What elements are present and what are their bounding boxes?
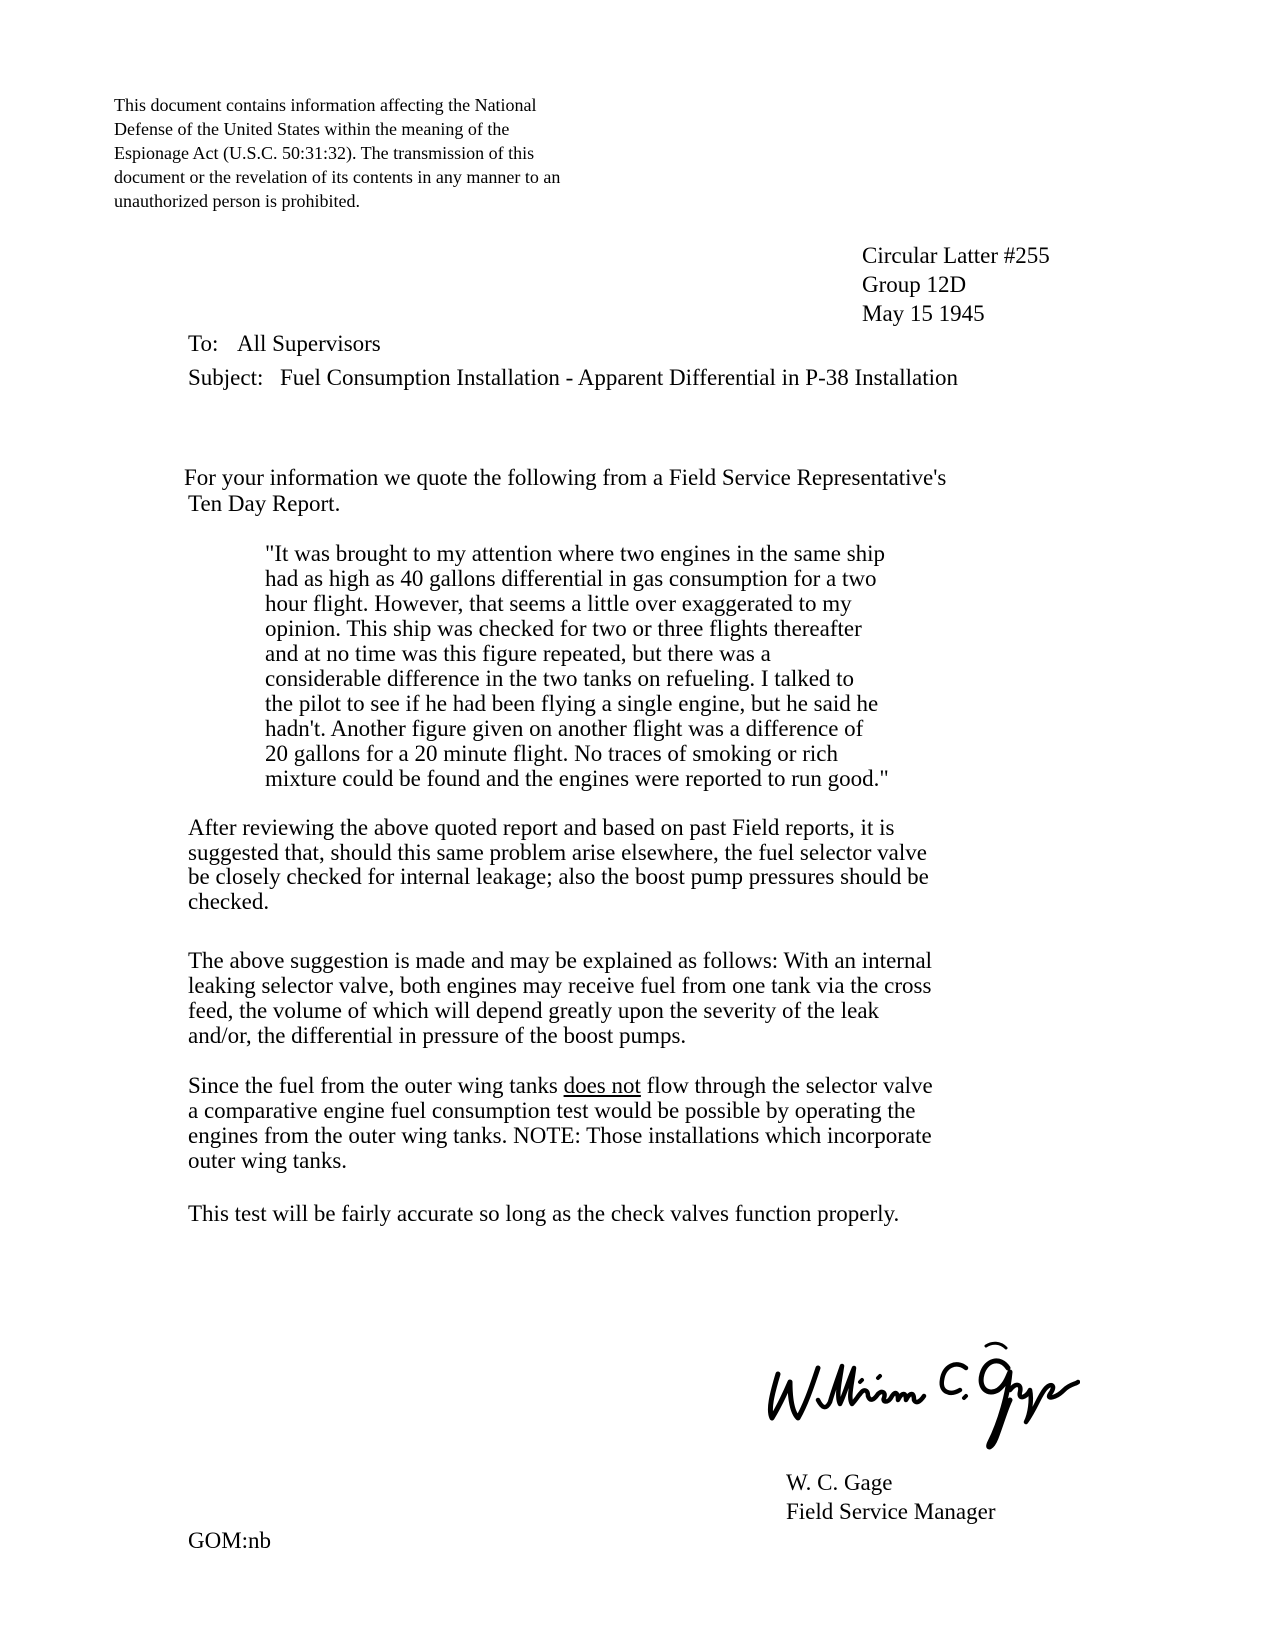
subject-value: Fuel Consumption Installation - Apparent Differential in P-38 Installation <box>280 365 958 390</box>
paragraph-line: checked. <box>188 888 270 914</box>
security-notice-line: This document contains information affecting the National <box>114 95 537 115</box>
letter-date: May 15 1945 <box>862 301 985 326</box>
paragraph-line: For your information we quote the following from a Field Service Representative's <box>184 465 947 490</box>
security-notice-line: Defense of the United States within the meaning of the <box>114 119 510 139</box>
quote-line: hour flight. However, that seems a little over exaggerated to my <box>265 591 852 616</box>
quote-line: "It was brought to my attention where two engines in the same ship <box>265 541 886 566</box>
security-notice-line: unauthorized person is prohibited. <box>114 191 360 211</box>
quote-line: and at no time was this figure repeated, but there was a <box>265 641 771 666</box>
security-notice-line: Espionage Act (U.S.C. 50:31:32). The transmission of this <box>114 143 535 163</box>
subject-line <box>188 363 958 392</box>
paragraph-line: and/or, the differential in pressure of the boost pumps. <box>188 1023 687 1048</box>
subject-label: Subject: <box>188 365 264 390</box>
to-line <box>188 329 381 358</box>
group-code: Group 12D <box>862 272 967 297</box>
accuracy-paragraph <box>188 1201 899 1227</box>
quote-line: had as high as 40 gallons differential in gas consumption for a two <box>265 566 877 591</box>
signer-title: Field Service Manager <box>786 1499 996 1524</box>
quote-line: the pilot to see if he had been flying a single engine, but he said he <box>265 691 879 716</box>
signature-drawing <box>760 1338 1080 1460</box>
quoted-report <box>265 541 889 791</box>
signer-name: W. C. Gage <box>786 1470 893 1495</box>
quote-line: hadn't. Another figure given on another flight was a difference of <box>265 716 864 741</box>
review-paragraph <box>188 816 929 914</box>
quote-line: 20 gallons for a 20 minute flight. No traces of smoking or rich <box>265 741 838 766</box>
paragraph-line: outer wing tanks. <box>188 1148 348 1173</box>
emphasis-underlined: does not <box>563 1073 641 1098</box>
paragraph-line: This test will be fairly accurate so long as the check valves function properly. <box>188 1201 900 1226</box>
paragraph-line: feed, the volume of which will depend greatly upon the severity of the leak <box>188 998 880 1023</box>
security-notice <box>114 93 560 213</box>
paragraph-line: a comparative engine fuel consumption test would be possible by operating the <box>188 1098 916 1123</box>
intro-paragraph <box>184 465 946 517</box>
paragraph-line <box>188 1073 933 1098</box>
signer-block <box>786 1468 995 1526</box>
paragraph-line: After reviewing the above quoted report and based on past Field reports, it is <box>188 815 895 840</box>
reference-initials: GOM:nb <box>188 1528 272 1553</box>
to-label: To: <box>188 331 219 356</box>
quote-line: considerable difference in the two tanks on refueling. I talked to <box>265 666 855 691</box>
circular-number: Circular Latter #255 <box>862 243 1050 268</box>
paragraph-line: be closely checked for internal leakage; also the boost pump pressures should be <box>188 864 929 889</box>
letter-header <box>862 241 1050 328</box>
paragraph-line: The above suggestion is made and may be explained as follows: With an internal <box>188 948 933 973</box>
to-value: All Supervisors <box>237 331 381 356</box>
paragraph-line: engines from the outer wing tanks. NOTE: Those installations which incorporate <box>188 1123 932 1148</box>
quote-line: mixture could be found and the engines were reported to run good." <box>265 766 889 791</box>
text-run: Since the fuel from the outer wing tanks <box>188 1073 564 1098</box>
paragraph-line: suggested that, should this same problem arise elsewhere, the fuel selector valve <box>188 839 927 865</box>
handwritten-signature <box>760 1338 1080 1460</box>
outer-tanks-paragraph <box>188 1073 933 1173</box>
suggestion-paragraph <box>188 948 932 1048</box>
security-notice-line: document or the revelation of its contents in any manner to an <box>114 167 561 187</box>
paragraph-line: Ten Day Report. <box>188 491 341 516</box>
text-run: flow through the selector valve <box>640 1073 933 1098</box>
paragraph-line: leaking selector valve, both engines may receive fuel from one tank via the cross <box>188 973 932 998</box>
quote-line: opinion. This ship was checked for two or three flights thereafter <box>265 616 862 641</box>
